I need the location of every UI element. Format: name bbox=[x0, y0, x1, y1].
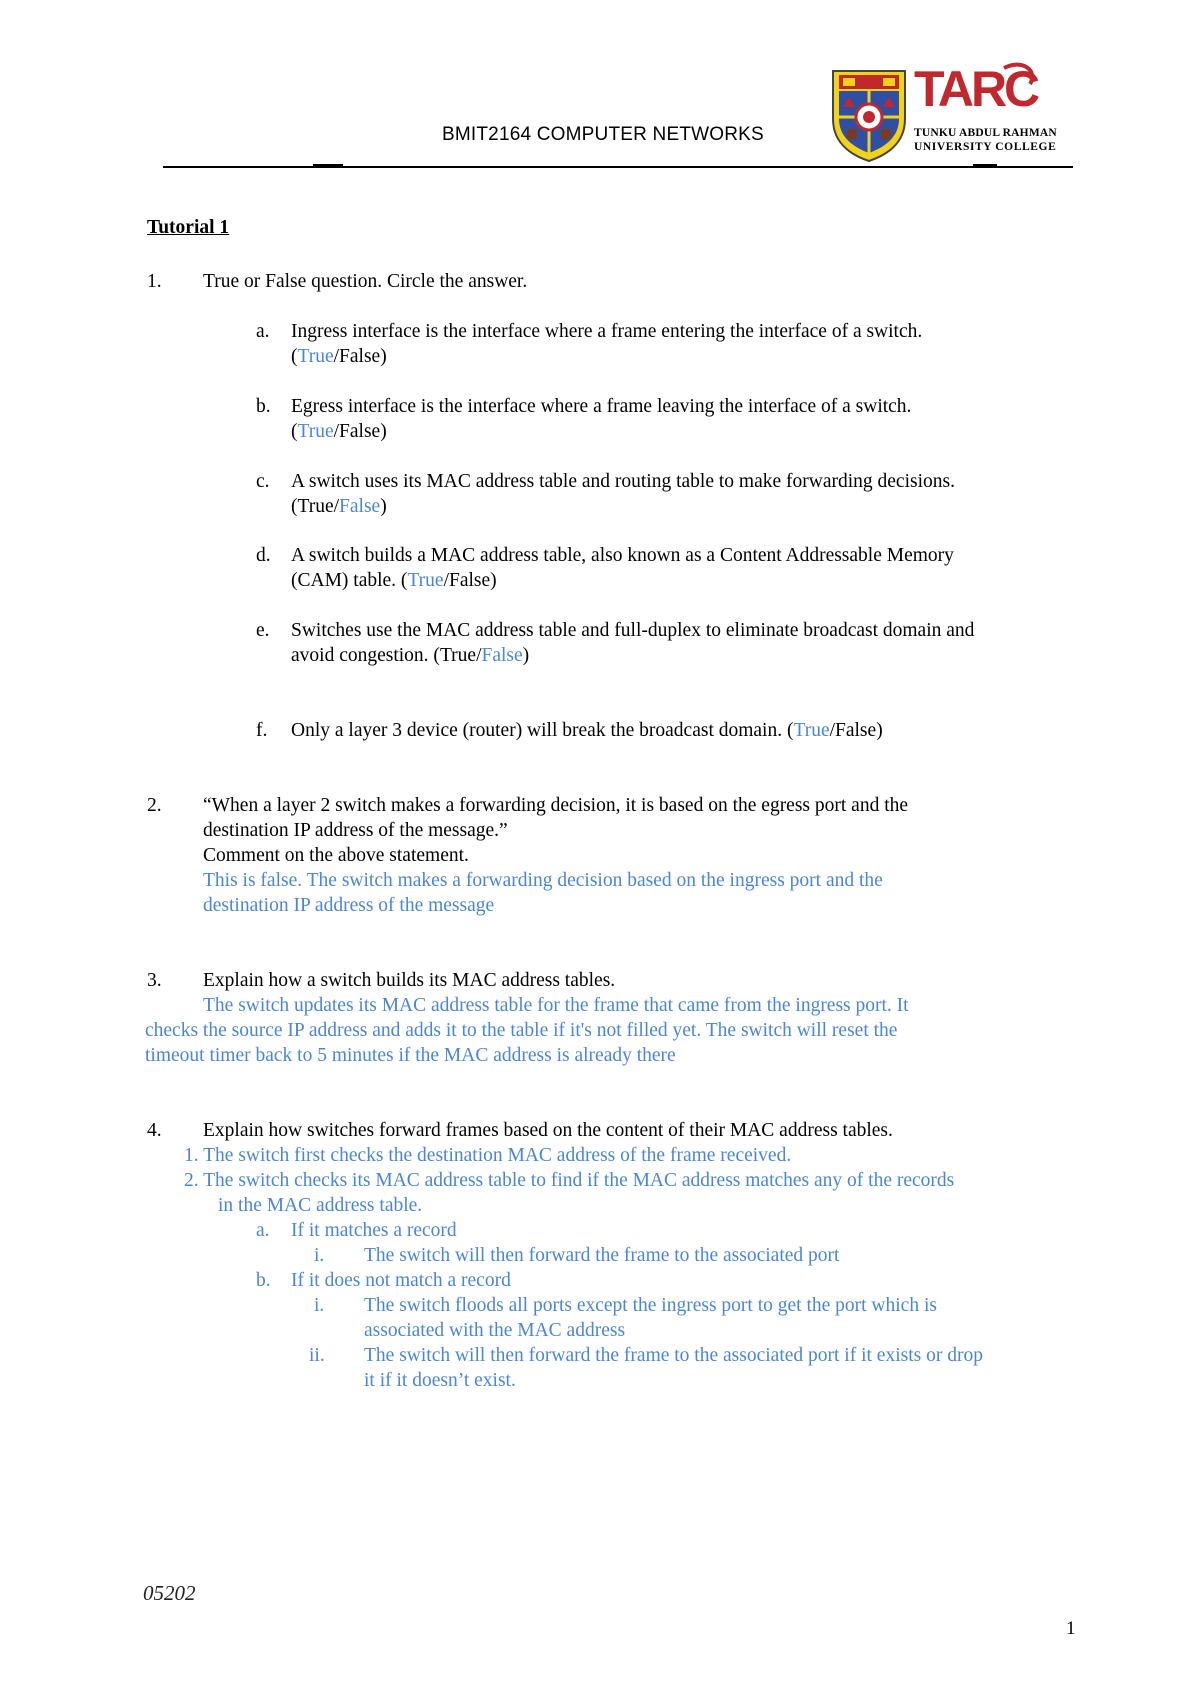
q3-number: 3. bbox=[147, 970, 162, 991]
q4-sub-marker: i. bbox=[314, 1295, 325, 1316]
answer-true: True bbox=[439, 645, 477, 666]
q1-item-choice: avoid congestion. (True/False) bbox=[291, 645, 530, 666]
document-code: 05202 bbox=[143, 1581, 196, 1605]
q4-sub-action: it if it doesn’t exist. bbox=[364, 1370, 516, 1391]
q1-item-choice: Only a layer 3 device (router) will break the broadcast domain. (True/False) bbox=[291, 720, 883, 741]
answer-false: False bbox=[481, 645, 523, 666]
q2-answer-line: This is false. The switch makes a forwarding decision based on the ingress port and the bbox=[203, 870, 883, 891]
q1-item-marker: b. bbox=[256, 396, 271, 417]
q2-number: 2. bbox=[147, 795, 162, 816]
answer-false: False bbox=[835, 720, 877, 741]
q4-answer-step: 1. The switch first checks the destination MAC address of the frame received. bbox=[184, 1145, 792, 1166]
q4-answer-step: in the MAC address table. bbox=[218, 1195, 423, 1216]
q1-item-statement: Switches use the MAC address table and full-duplex to eliminate broadcast domain and bbox=[291, 620, 975, 641]
tarc-logo bbox=[912, 60, 1042, 120]
q4-sub-marker: i. bbox=[314, 1245, 325, 1266]
q1-item-marker: a. bbox=[256, 321, 270, 342]
answer-false: False bbox=[339, 346, 381, 367]
q1-item-marker: f. bbox=[256, 720, 268, 741]
q1-prompt: True or False question. Circle the answer. bbox=[203, 271, 528, 292]
q4-sub-marker: b. bbox=[256, 1270, 271, 1291]
answer-false: False bbox=[339, 496, 381, 517]
page-number: 1 bbox=[1066, 1618, 1076, 1639]
answer-true: True bbox=[793, 720, 830, 741]
answer-true: True bbox=[297, 421, 334, 442]
tutorial-title: Tutorial 1 bbox=[147, 217, 230, 238]
course-title: BMIT2164 COMPUTER NETWORKS bbox=[442, 124, 764, 145]
header-divider bbox=[163, 166, 1073, 168]
q1-item-statement: A switch builds a MAC address table, also known as a Content Addressable Memory bbox=[291, 545, 954, 566]
q1-item-marker: d. bbox=[256, 545, 271, 566]
q4-prompt: Explain how switches forward frames based on the content of their MAC address tables. bbox=[203, 1120, 893, 1141]
university-crest-icon bbox=[829, 67, 909, 163]
q4-sub-marker: ii. bbox=[309, 1345, 325, 1366]
q4-sub-action: The switch floods all ports except the ingress port to get the port which is bbox=[364, 1295, 937, 1316]
q3-answer-line: The switch updates its MAC address table for the frame that came from the ingress port. It bbox=[203, 995, 909, 1016]
q1-item-statement: Egress interface is the interface where a frame leaving the interface of a switch. bbox=[291, 396, 912, 417]
q4-sub-action: associated with the MAC address bbox=[364, 1320, 626, 1341]
q1-item-statement: A switch uses its MAC address table and routing table to make forwarding decisions. bbox=[291, 471, 955, 492]
q2-answer-line: destination IP address of the message bbox=[203, 895, 495, 916]
q1-item-choice: (True/False) bbox=[291, 421, 387, 442]
q4-sub-action: The switch will then forward the frame to the associated port bbox=[364, 1245, 840, 1266]
q1-item-choice: (True/False) bbox=[291, 496, 387, 517]
answer-true: True bbox=[297, 496, 334, 517]
q2-prompt: Comment on the above statement. bbox=[203, 845, 469, 866]
q1-item-marker: c. bbox=[256, 471, 270, 492]
q4-number: 4. bbox=[147, 1120, 162, 1141]
tarc-wordmark: TARC bbox=[914, 61, 1038, 117]
q1-number: 1. bbox=[147, 271, 162, 292]
q3-answer-line: checks the source IP address and adds it to the table if it's not filled yet. The switch will reset the bbox=[145, 1020, 898, 1041]
q4-sub-case: If it does not match a record bbox=[291, 1270, 511, 1291]
q3-answer-line: timeout timer back to 5 minutes if the MAC address is already there bbox=[145, 1045, 676, 1066]
answer-false: False bbox=[339, 421, 381, 442]
answer-false: False bbox=[448, 570, 491, 591]
q2-statement-line: destination IP address of the message.” bbox=[203, 820, 508, 841]
q1-item-marker: e. bbox=[256, 620, 270, 641]
logo-university-type: UNIVERSITY COLLEGE bbox=[914, 141, 1057, 153]
logo-university-name: TUNKU ABDUL RAHMAN bbox=[914, 127, 1057, 139]
q4-sub-case: If it matches a record bbox=[291, 1220, 457, 1241]
q3-prompt: Explain how a switch builds its MAC address tables. bbox=[203, 970, 616, 991]
q1-item-choice: (CAM) table. (True/False) bbox=[291, 570, 497, 591]
q1-item-choice: (True/False) bbox=[291, 346, 387, 367]
header-divider-tab-left bbox=[313, 164, 343, 168]
q4-sub-action: The switch will then forward the frame to the associated port if it exists or drop bbox=[364, 1345, 983, 1366]
answer-true: True bbox=[407, 570, 444, 591]
q1-item-statement: Ingress interface is the interface where a frame entering the interface of a switch. bbox=[291, 321, 923, 342]
q4-sub-marker: a. bbox=[256, 1220, 270, 1241]
header-divider-tab-right bbox=[973, 164, 997, 168]
q2-statement-line: “When a layer 2 switch makes a forwarding decision, it is based on the egress port and the bbox=[203, 795, 909, 816]
answer-true: True bbox=[297, 346, 334, 367]
q4-answer-step: 2. The switch checks its MAC address table to find if the MAC address matches any of the records bbox=[184, 1170, 955, 1191]
